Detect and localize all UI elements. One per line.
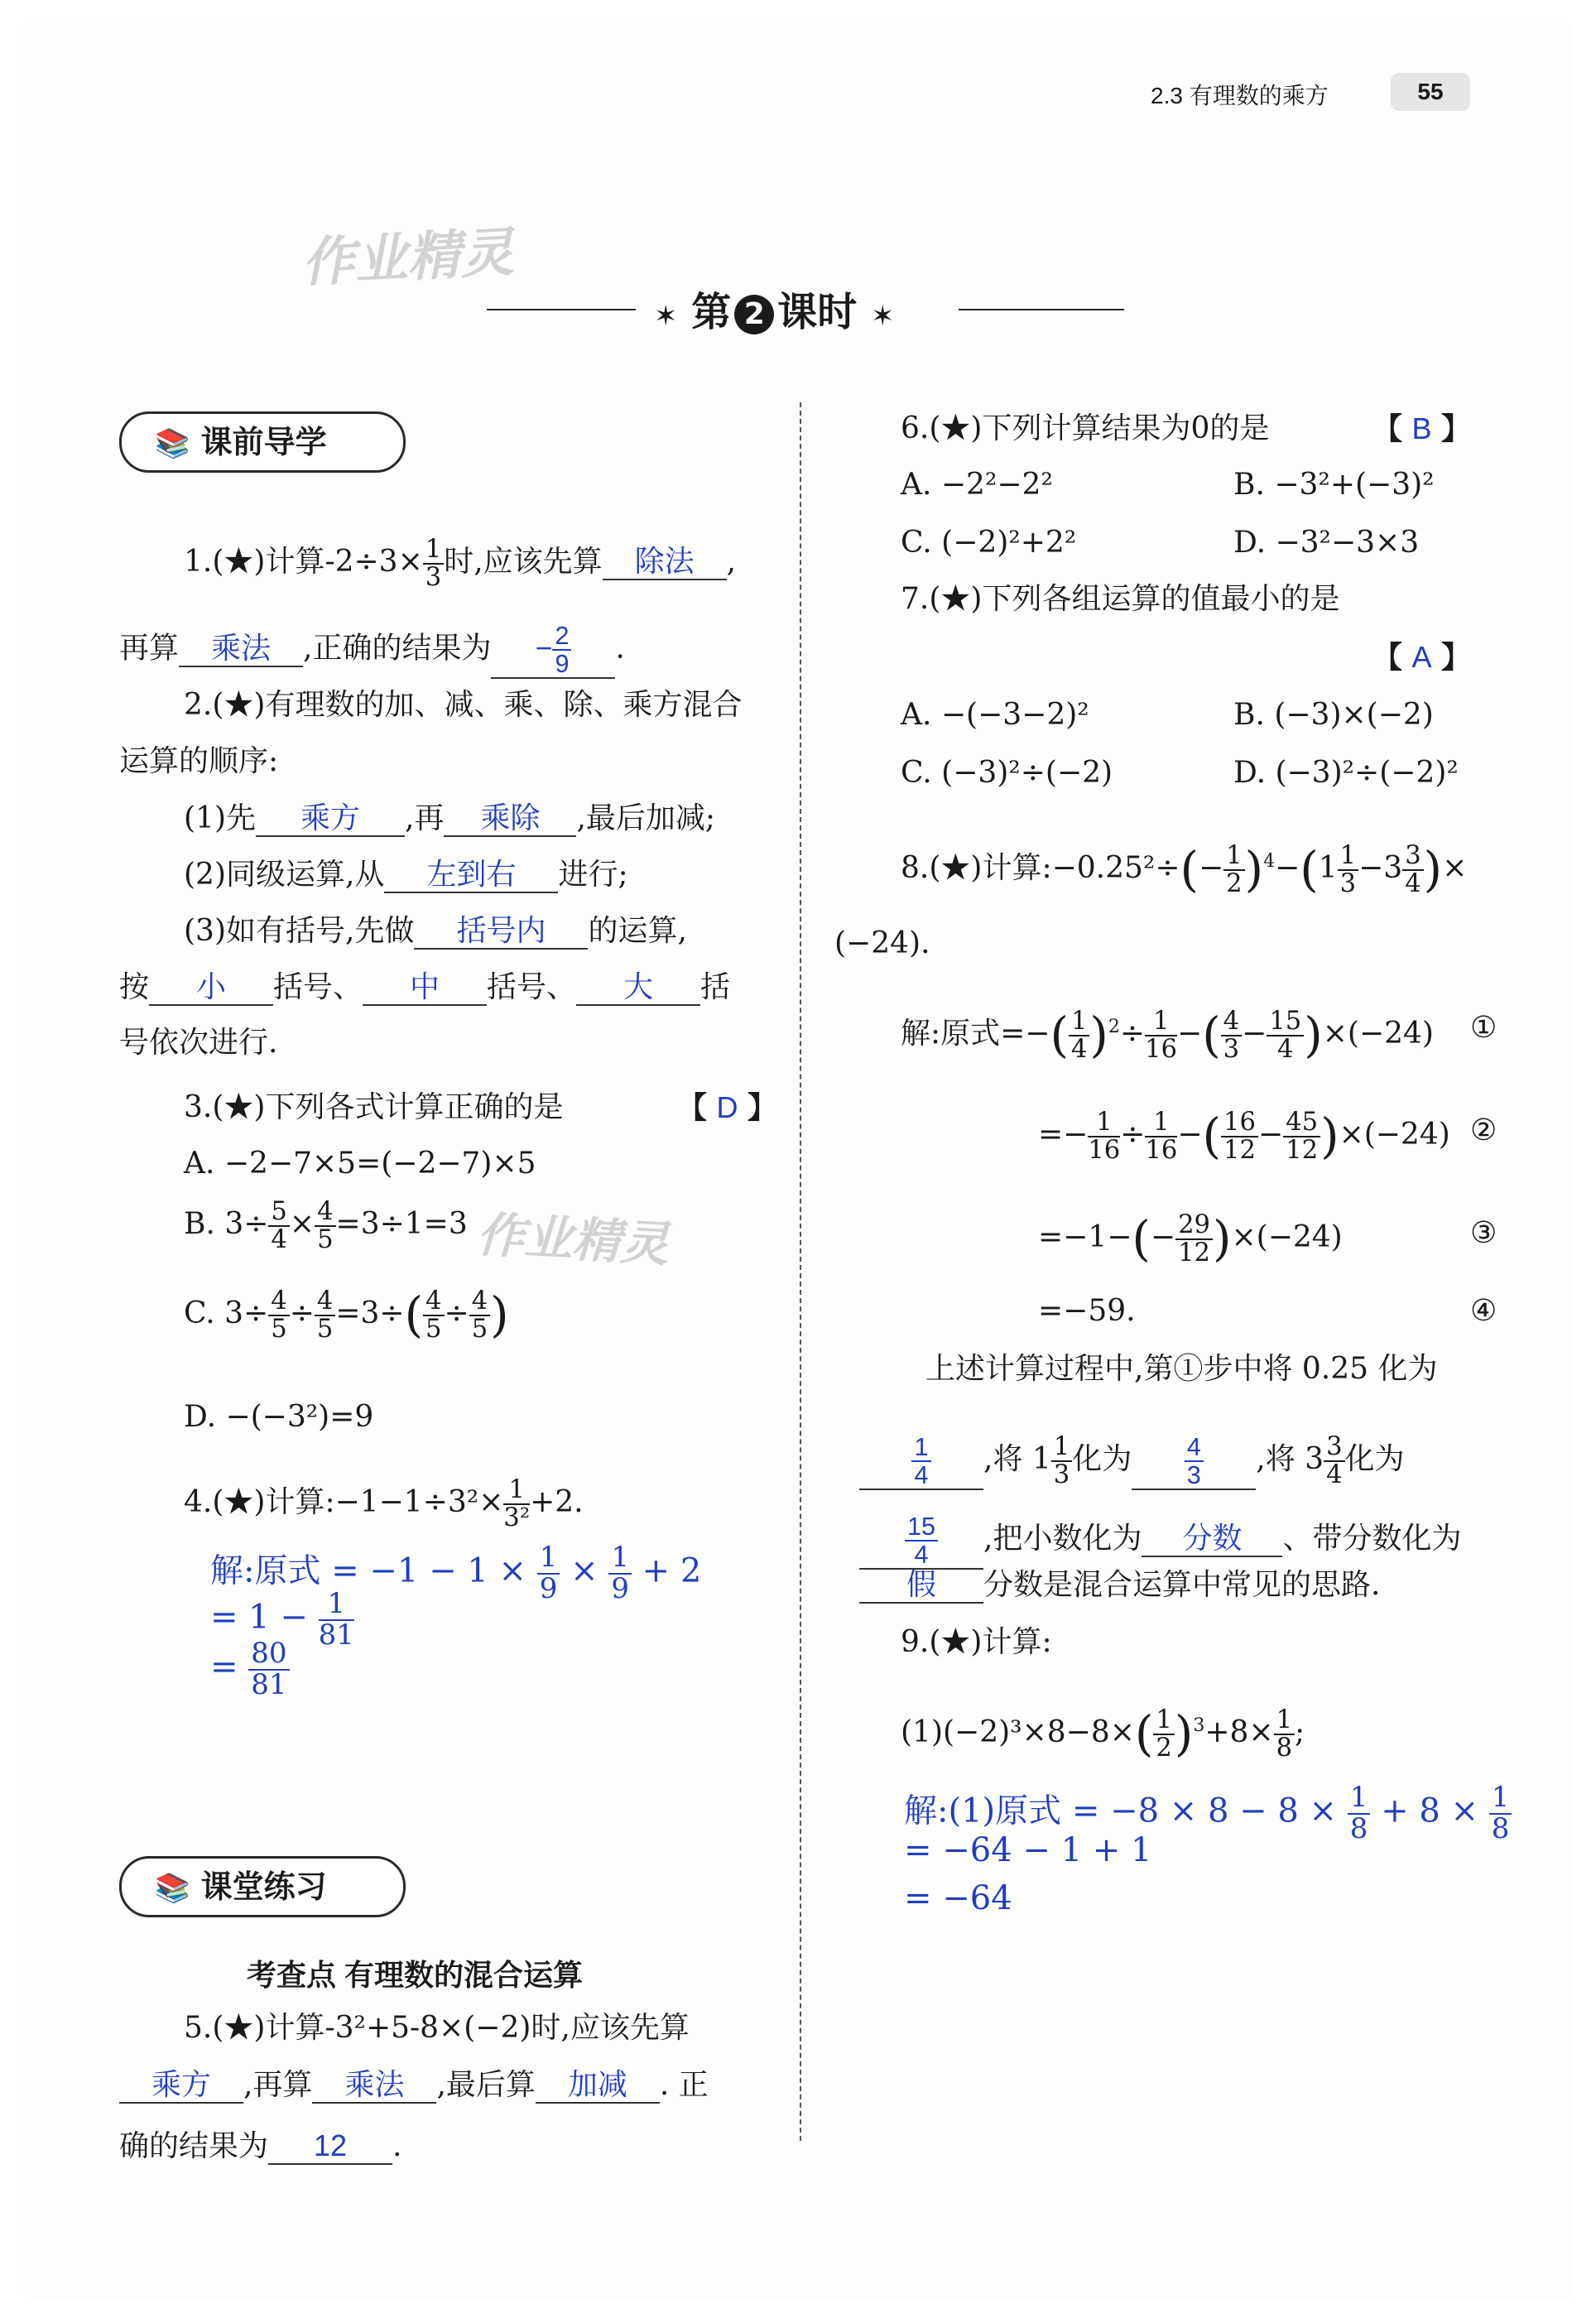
q8-answer-four-thirds: $\frac{4}{3}$ <box>1185 1434 1204 1489</box>
q8-stem-tail: (−24). <box>834 926 930 960</box>
q7-option-c: C. (−3)²÷(−2) <box>901 756 1113 790</box>
q8-step3-mark: ③ <box>1470 1216 1497 1250</box>
q1-answer-result: − $\frac{2}{9}$ <box>535 631 571 665</box>
lesson-title-prefix: 第 <box>691 289 732 335</box>
q5-line1: 5.(★)计算-3²+5-8×(−2)时,应该先算 <box>184 2011 690 2045</box>
q6-option-a: A. −2²−2² <box>901 468 1053 502</box>
q2-line1: 2.(★)有理数的加、减、乘、除、乘方混合 <box>184 688 743 722</box>
watermark: 作业精灵 <box>475 1205 671 1273</box>
q6-option-b: B. −3²+(−3)² <box>1233 468 1435 502</box>
q7-option-d: D. (−3)²÷(−2)² <box>1233 756 1459 790</box>
q2-line2: 运算的顺序: <box>119 744 279 778</box>
q8-para-line2: $\frac{1}{4}$ ,将 1 $\frac{1}{3}$ 化为 $\frac{4}{3}$ ,将 3 $\frac{3}{4}$ 化为 <box>859 1434 1405 1490</box>
q2-step1: (1)先 乘方 ,再 乘除 ,最后加减; <box>184 801 716 835</box>
q6-answer-bracket: 【 B 】 <box>1372 411 1471 446</box>
q5-line2: 乘方 ,再算 乘法 ,最后算 加减 . 正 <box>119 2068 709 2104</box>
q3-answer-bracket: 【 D 】 <box>677 1090 777 1125</box>
page-number: 55 <box>1391 73 1470 111</box>
q2-answer-3: 括号内 <box>456 913 546 947</box>
q2-line-end: 号依次进行. <box>119 1026 278 1060</box>
watermark: 作业精灵 <box>300 222 516 295</box>
column-divider <box>800 402 801 2141</box>
title-rule-right <box>959 309 1124 310</box>
q2-step3: (3)如有括号,先做 括号内 的运算, <box>184 913 687 948</box>
q8-para-line1: 上述计算过程中,第①步中将 0.25 化为 <box>925 1352 1438 1386</box>
q4-solution-line1: 解:原式 = −1 − 1 × $\frac{1}{9}$ × $\frac{1}{9}$ + 2 <box>210 1541 702 1605</box>
q8-answer-quarter: $\frac{1}{4}$ <box>911 1434 930 1489</box>
q8-answer-fifteen-quarters: $\frac{15}{4}$ <box>905 1513 938 1568</box>
q2-step2: (2)同级运算,从 左到右 进行; <box>184 857 628 892</box>
q7-option-a: A. −(−3−2)² <box>901 698 1089 732</box>
star-icon: ✶ <box>870 300 895 333</box>
q3-option-a: A. −2−7×5=(−2−7)×5 <box>184 1147 536 1181</box>
q6-option-c: C. (−2)²+2² <box>901 526 1077 560</box>
q7-answer: A <box>1411 640 1432 674</box>
books-icon: 📚 <box>155 427 190 460</box>
q5-answer-3: 加减 <box>567 2067 627 2101</box>
q9-solution-line1: 解:(1)原式 = −8 × 8 − 8 × $\frac{1}{8}$ + 8 × $\frac{1}{8}$ <box>904 1783 1512 1844</box>
section-header: 2.3 有理数的乘方 <box>1151 83 1329 108</box>
books-icon: 📚 <box>155 1872 190 1905</box>
q2-answer-large: 大 <box>623 969 654 1003</box>
q6-stem: 6.(★)下列计算结果为0的是 <box>901 411 1270 445</box>
q5-answer-1: 乘方 <box>151 2067 211 2101</box>
q9-stem: 9.(★)计算: <box>901 1625 1052 1659</box>
q6-option-d: D. −3²−3×3 <box>1233 526 1420 560</box>
q9-part1: (1)(−2)³×8−8×( $\frac{1}{2}$ )$^3$+8× $\frac{1}{8}$ ; <box>901 1705 1305 1763</box>
q7-stem: 7.(★)下列各组运算的值最小的是 <box>901 582 1340 616</box>
q3-option-d: D. −(−3²)=9 <box>184 1400 374 1434</box>
q3-option-c: C. 3÷ $\frac{4}{5}$ ÷ $\frac{4}{5}$ =3÷( $\frac{4}{5}$ ÷ $\frac{4}{5}$ ) <box>184 1287 509 1344</box>
title-rule-left <box>487 309 636 310</box>
q5-answer-4: 12 <box>313 2128 348 2162</box>
section-badge-practice <box>119 1856 406 1917</box>
q2-answer-small: 小 <box>196 969 227 1003</box>
q4-solution-line2: = 1 − $\frac{1}{81}$ <box>210 1587 354 1652</box>
q1-line2: 再算 乘法 ,正确的结果为 − $\frac{2}{9}$ . <box>119 622 625 679</box>
q4-stem: 4.(★)计算:−1−1÷3²× $\frac{1}{\text{3²}}$ +2. <box>184 1475 584 1533</box>
q2-answer-1a: 乘方 <box>300 801 360 834</box>
q8-step1: 解:原式=−( $\frac{1}{4}$ )$^2$÷ $\frac{1}{16}$ −( $\frac{4}{3}$ − $\frac{15}{4}$ )×(−24) <box>901 1007 1434 1065</box>
section-title-preview: 课前导学 <box>200 424 327 460</box>
q8-answer-fraction: 分数 <box>1182 1521 1243 1556</box>
q7-answer-bracket: 【 A 】 <box>1372 640 1471 675</box>
q6-answer: B <box>1411 411 1432 445</box>
q2-answer-2: 左到右 <box>426 857 517 891</box>
q5-answer-2: 乘法 <box>344 2067 405 2101</box>
q8-para-line4: 假 分数是混合运算中常见的思路. <box>859 1568 1380 1604</box>
q8-step3: =−1−(− $\frac{29}{12}$ )×(−24) <box>1038 1210 1343 1268</box>
q3-stem: 3.(★)下列各式计算正确的是 <box>184 1090 564 1124</box>
q8-para-line3: $\frac{15}{4}$ ,把小数化为 分数 、带分数化为 <box>859 1513 1461 1570</box>
q1-answer-then: 乘法 <box>211 630 272 665</box>
q8-answer-improper: 假 <box>906 1567 936 1601</box>
q5-line3: 确的结果为 12 . <box>119 2128 402 2163</box>
q3-option-b: B. 3÷ $\frac{5}{4}$ × $\frac{4}{5}$ =3÷1=3 <box>184 1197 468 1255</box>
lesson-number: 2 <box>734 295 774 334</box>
lesson-title <box>654 280 894 337</box>
q8-step4-mark: ④ <box>1470 1294 1497 1328</box>
q9-solution-line3: = −64 <box>904 1879 1012 1917</box>
q8-step4: =−59. <box>1038 1294 1136 1328</box>
page <box>23 23 1573 2300</box>
q8-stem: 8.(★)计算:−0.25²÷(− $\frac{1}{2}$ )$^4$−(1 $\frac{1}{3}$ −3 $\frac{3}{4}$ )× <box>901 841 1468 899</box>
q9-solution-line2: = −64 − 1 + 1 <box>904 1831 1152 1869</box>
q2-answer-1b: 乘除 <box>480 801 541 834</box>
q2-answer-medium: 中 <box>410 969 440 1003</box>
q2-step3-cont: 按 小 括号、 中 括号、 大 括 <box>119 969 731 1004</box>
q8-step1-mark: ① <box>1470 1011 1497 1045</box>
star-icon: ✶ <box>654 300 678 333</box>
lesson-title-suffix: 课时 <box>777 289 858 335</box>
q8-step2-mark: ② <box>1470 1113 1497 1147</box>
topic-heading: 考查点 有理数的混合运算 <box>247 1958 584 1992</box>
fraction-one-third: $\frac{1}{3}$ <box>423 536 444 591</box>
q3-answer: D <box>716 1090 738 1124</box>
q8-step2: =− $\frac{1}{16}$ ÷ $\frac{1}{16}$ −( $\frac{16}{12}$ − $\frac{45}{12}$ )×(−24) <box>1038 1108 1450 1166</box>
q7-option-b: B. (−3)×(−2) <box>1233 698 1434 732</box>
q4-solution-line3: = $\frac{80}{81}$ <box>210 1639 290 1700</box>
section-title-practice: 课堂练习 <box>200 1868 327 1905</box>
q1-line1: 1.(★)计算-2÷3× $\frac{1}{3}$ 时,应该先算 除法 , <box>184 535 737 593</box>
q1-answer-first: 除法 <box>634 544 695 579</box>
section-badge-preview <box>119 411 406 473</box>
